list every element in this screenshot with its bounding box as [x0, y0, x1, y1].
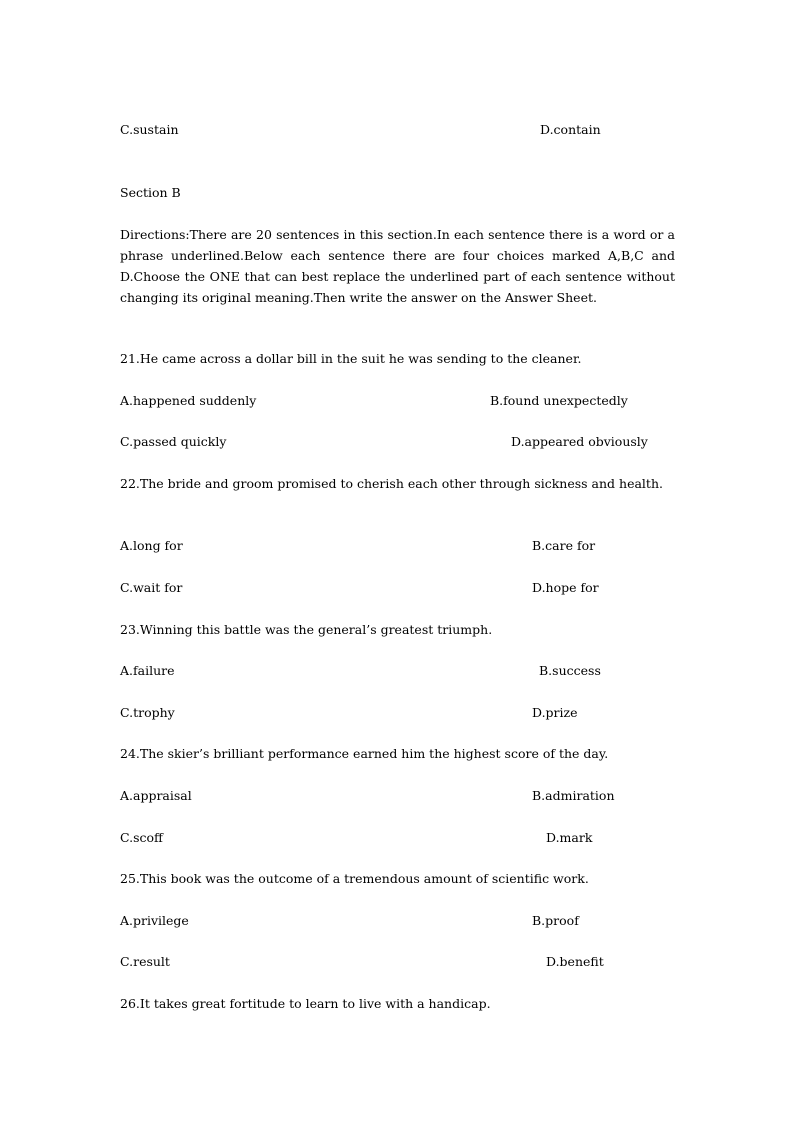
- question-21-stem: 21.He came across a dollar bill in the suit he was sending to the cleaner.: [120, 351, 582, 366]
- question-21-option-c: C.passed quickly: [120, 434, 227, 449]
- question-23-option-c: C.trophy: [120, 705, 175, 720]
- question-25-option-b: B.proof: [532, 913, 579, 928]
- q20-option-d: D.contain: [540, 122, 601, 137]
- question-21-option-d: D.appeared obviously: [511, 434, 648, 449]
- question-23-option-a: A.failure: [120, 663, 175, 678]
- question-25-stem: 25.This book was the outcome of a tremendous amount of scientific work.: [120, 871, 589, 886]
- question-23-option-d: D.prize: [532, 705, 578, 720]
- question-24-stem: 24.The skier’s brilliant performance earned him the highest score of the day.: [120, 746, 609, 761]
- question-22-option-b: B.care for: [532, 538, 596, 553]
- question-24-option-c: C.scoff: [120, 830, 163, 845]
- question-22-option-c: C.wait for: [120, 580, 183, 595]
- q20-option-c: C.sustain: [120, 122, 179, 137]
- question-23-stem: 23.Winning this battle was the general’s greatest triumph.: [120, 622, 493, 637]
- question-22-option-d: D.hope for: [532, 580, 599, 595]
- question-21-option-a: A.happened suddenly: [120, 393, 257, 408]
- question-24-option-b: B.admiration: [532, 788, 615, 803]
- section-directions: Directions:There are 20 sentences in this section.In each sentence there is a word or a phrase underlined.Below each sentence there are four choices marked A,B,C and D.Choose the ONE that can best replace the underlined part of each sentence without changing its original meaning.Then write the answer on the Answer Sheet.: [120, 227, 675, 305]
- question-25-option-a: A.privilege: [120, 913, 189, 928]
- question-24-option-d: D.mark: [546, 830, 593, 845]
- question-24-option-a: A.appraisal: [120, 788, 192, 803]
- question-22-stem: 22.The bride and groom promised to cherish each other through sickness and health.: [120, 476, 663, 491]
- question-22-option-a: A.long for: [120, 538, 183, 553]
- section-title: Section B: [120, 185, 181, 200]
- question-26-stem: 26.It takes great fortitude to learn to live with a handicap.: [120, 996, 491, 1011]
- question-25-option-c: C.result: [120, 954, 170, 969]
- question-21-option-b: B.found unexpectedly: [490, 393, 628, 408]
- question-25-option-d: D.benefit: [546, 954, 604, 969]
- question-23-option-b: B.success: [539, 663, 601, 678]
